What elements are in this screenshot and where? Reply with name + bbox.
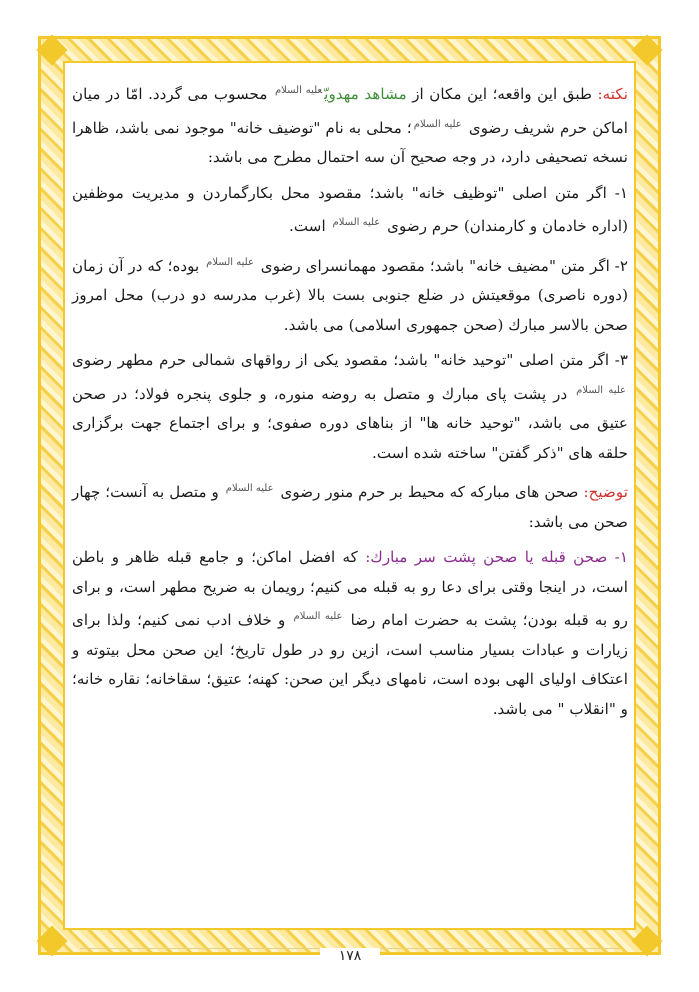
item-3-text-2: در پشت پای مبارك و متصل به روضه منوره، و جلوی پنجره فولاد؛ در صحن عتیق می باشد، "توحید خانه ها" از بناهای دوره صفوی؛ و برای اجتماع جهت برگزاری حلقه های "ذکر گفتن" ساخته شده است. <box>72 384 628 462</box>
item-4-paragraph <box>72 543 628 724</box>
item-3-text-1: ۳- اگر متن اصلی "توحید خانه" باشد؛ مقصود یکی از رواقهای شمالی حرم مطهر رضوی <box>72 351 628 370</box>
item-2-paragraph <box>72 248 628 341</box>
page-body <box>72 76 628 730</box>
note-text-2: محسوب می گردد. امّا در میان اماکن حرم شریف رضوی <box>72 85 628 137</box>
pbuh-symbol: علیه السلام <box>206 256 254 268</box>
pbuh-symbol: علیه السلام <box>293 611 343 623</box>
item-2-text-1: ۲- اگر متن "مضیف خانه" باشد؛ مقصود مهمانسرای رضوی <box>255 256 628 275</box>
item-1-text-2: است. <box>289 217 331 236</box>
pbuh-symbol: علیه السلام <box>225 483 274 495</box>
note-highlight: مشاهد مهدویّ <box>324 85 407 104</box>
item-4-heading: ۱- صحن قبله یا صحن پشت سر مبارك: <box>365 548 628 567</box>
pbuh-symbol: علیه السلام <box>413 118 462 130</box>
note-text-3: ؛ محلی به نام "توضیف خانه" موجود نمی باشد، ظاهرا نسخه تصحیفی دارد، در وجه صحیح آن سه احتمال مطرح می باشد: <box>72 118 628 167</box>
item-4-text-2: و خلاف ادب نمی کنیم؛ ولذا برای زیارات و عبادات بسیار مناسب است، ازین رو در طول تاریخ؛ این صحن محل بیتوته و اعتکاف اولیای الهی بوده است، نامهای دیگر این صحن: کهنه؛ عتیق؛ سقاخانه؛ نقاره خانه؛ و "انقلاب " می باشد. <box>72 611 628 718</box>
item-2-text-2: بوده؛ که در آن زمان (دوره ناصری) موقعیتش در ضلع جنوبی بست بالا (غرب مدرسه دو درب) محل امروز صحن بالاسر مبارك (صحن جمهوری اسلامی) می باشد. <box>72 256 628 334</box>
pbuh-symbol: علیه السلام <box>332 217 381 229</box>
explanation-paragraph <box>72 474 628 537</box>
explanation-label: توضیح: <box>583 483 628 502</box>
note-label: نکته: <box>597 85 628 104</box>
page-number: ۱۷۸ <box>320 948 380 964</box>
note-paragraph <box>72 76 628 173</box>
item-1-text-1: ۱- اگر متن اصلی "توظیف خانه" باشد؛ مقصود محل بکارگماردن و مدیریت موظفین (اداره خادمان و کارمندان) حرم رضوی <box>72 183 628 236</box>
pbuh-symbol: علیه السلام <box>576 384 626 396</box>
explanation-text-1: صحن های مبارکه که محیط بر حرم منور رضوی <box>275 483 584 502</box>
note-text-1: طبق این واقعه؛ این مکان از <box>406 85 598 104</box>
explanation-text-2: و متصل به آنست؛ چهار صحن می باشد: <box>72 483 628 531</box>
item-3-paragraph <box>72 346 628 468</box>
pbuh-symbol: علیه السلام <box>274 85 323 96</box>
item-1-paragraph <box>72 179 628 242</box>
item-4-text-1: که افضل اماکن؛ و جامع قبله ظاهر و باطن است، در اینجا وقتی برای دعا رو به قبله می کنیم؛ رویمان به ضریح مطهر است، و برای رو به قبله بودن؛ پشت به حضرت امام رضا <box>72 548 628 630</box>
